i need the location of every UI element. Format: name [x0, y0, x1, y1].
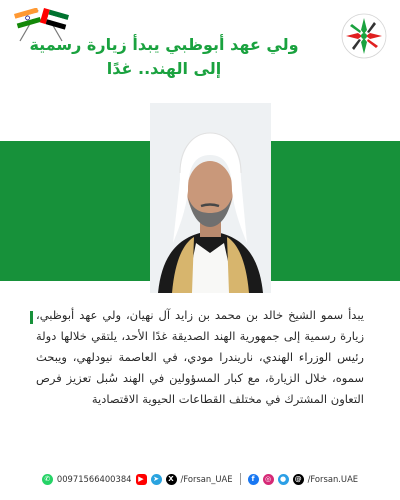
quote-accent-bar	[30, 311, 33, 324]
headline	[14, 33, 314, 81]
x-icon[interactable]: X	[166, 474, 177, 485]
telegram-icon[interactable]: ➤	[151, 474, 162, 485]
social-footer	[0, 464, 400, 494]
youtube-icon[interactable]: ▶	[136, 474, 147, 485]
instagram-icon[interactable]: ◎	[263, 474, 274, 485]
whatsapp-number[interactable]: 00971566400384	[56, 474, 132, 484]
uae-flag-icon	[40, 8, 69, 30]
footer-divider	[240, 473, 241, 485]
whatsapp-icon[interactable]: ✆	[42, 474, 53, 485]
facebook-icon[interactable]: f	[248, 474, 259, 485]
article-body: يبدأ سمو الشيخ خالد بن محمد بن زايد آل نهيان، ولي عهد أبوظبي، زيارة رسمية إلى جمهورية الهند الصديقة غدًا الأحد، يلتقي خلالها دولة رئيس الوزراء الهندي، ناريندرا مودي، في العاصمة نيودلهي، ويبحث سموه، خلال الزيارة، مع كبار المسؤولين في الهند سُبل تعزيز فرص التعاون المشترك في مختلف القطاعات الحيوية الاقتصادية	[36, 308, 364, 406]
headline-line-1: ولي عهد أبوظبي يبدأ زيارة رسمية	[29, 35, 299, 54]
handle-left[interactable]: /Forsan_UAE	[180, 474, 233, 484]
forsan-logo-icon	[340, 12, 388, 60]
camera-icon[interactable]: ●	[278, 474, 289, 485]
portrait-illustration	[150, 103, 271, 293]
headline-line-2: إلى الهند.. غدًا	[106, 59, 222, 78]
india-flag-icon	[14, 8, 41, 28]
handle-right[interactable]: /Forsan.UAE	[307, 474, 359, 484]
portrait-photo	[150, 103, 271, 293]
threads-icon[interactable]: @	[294, 475, 302, 483]
